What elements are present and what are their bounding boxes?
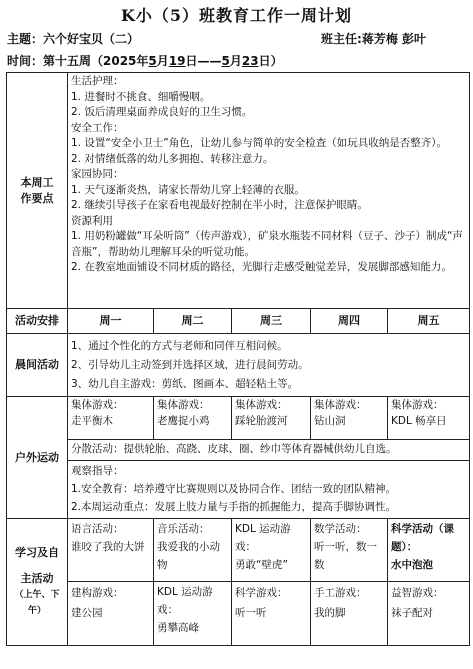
focus-line: 生活护理： — [71, 75, 124, 87]
study-head: 手工游戏： — [314, 587, 367, 599]
schedule-label: 活动安排 — [7, 309, 68, 334]
weekly-plan-table — [6, 72, 470, 646]
outdoor-game-cell — [311, 397, 388, 440]
study-head: 建构游戏： — [71, 587, 124, 599]
focus-line: 1. 设置“安全小卫士”角色，让幼儿参与简单的安全检查（如玩具收纳是否整齐）。 — [71, 137, 447, 149]
focus-line: 家园协同： — [71, 168, 124, 180]
outdoor-game-cell — [68, 397, 154, 440]
study-head: KDL 运动游戏： — [157, 586, 213, 616]
teacher-text: 班主任:蒋芳梅 彭叶 — [321, 32, 426, 46]
time-month2: 5 — [221, 54, 230, 68]
time-m-label1: 月 — [156, 54, 169, 68]
time-m-label2: 月 — [229, 54, 242, 68]
outdoor-game-cell — [232, 397, 311, 440]
outdoor-game-name: 踩轮胎渡河 — [235, 414, 288, 427]
theme-text: 主题：六个好宝贝（二） — [7, 32, 140, 46]
focus-line: 1. 天气逐渐炎热，请家长帮幼儿穿上轻薄的衣服。 — [71, 183, 305, 196]
outdoor-guidance — [68, 461, 470, 519]
focus-line: 2. 在教室地面铺设不同材质的路径，光脚行走感受触觉差异，发展脚部感知能力。 — [71, 261, 452, 273]
time-line — [7, 52, 283, 69]
time-month1: 5 — [148, 54, 157, 68]
study-name: 勇攀高峰 — [157, 622, 199, 634]
outdoor-game-name: KDL 畅享日 — [391, 414, 447, 427]
outdoor-game-head: 集体游戏： — [71, 399, 124, 411]
study-head: 数学活动： — [314, 523, 367, 535]
outdoor-game-name: 走平衡木 — [71, 414, 113, 427]
study-head: 益智游戏： — [391, 587, 444, 599]
page-title: K小（5）班教育工作一周计划 — [120, 6, 353, 25]
study-name: 我爱我的小动物 — [157, 541, 220, 571]
guidance-line: 1.安全教育：培养遵守比赛规则以及协同合作、团结一致的团队精神。 — [71, 483, 397, 495]
focus-line: 1. 进餐时不挑食、细嚼慢咽。 — [71, 90, 211, 103]
day-header: 周五 — [388, 309, 470, 334]
study-name: 听一听，数一数 — [314, 541, 377, 571]
time-day2: 23 — [241, 54, 259, 68]
study-head: KDL 运动游戏： — [235, 523, 291, 553]
day-header: 周二 — [154, 309, 232, 334]
morning-line: 2、引导幼儿主动签到并选择区域，进行晨间劳动。 — [71, 358, 309, 371]
day-header: 周三 — [232, 309, 311, 334]
study-cell — [388, 519, 470, 582]
time-mid: 日—— — [185, 54, 222, 68]
time-day1: 19 — [168, 54, 186, 68]
study-label-sub: （上午、下午） — [14, 590, 60, 616]
morning-line: 1、通过个性化的方式与老师和同伴互相问候。 — [71, 339, 288, 352]
study-cell — [388, 582, 470, 646]
focus-line: 2. 继续引导孩子在家看电视最好控制在半小时，注意保护眼睛。 — [71, 199, 368, 211]
focus-line: 安全工作： — [71, 121, 124, 134]
guidance-line: 2.本周运动重点：发展上肢力量与手指的抓握能力，提高手脚协调性。 — [71, 501, 397, 513]
study-head: 语言活动： — [71, 523, 124, 535]
study-cell — [311, 519, 388, 582]
header-info — [7, 30, 466, 48]
study-name: 勇敢“壁虎” — [235, 559, 288, 571]
time-prefix: 时间：第十五周（2025年 — [7, 54, 149, 68]
study-cell — [232, 582, 311, 646]
study-head: 音乐活动： — [157, 523, 210, 535]
study-cell — [68, 582, 154, 646]
study-name: 水中泡泡 — [391, 559, 433, 571]
guidance-line: 观察指导： — [71, 465, 124, 477]
outdoor-game-name: 老鹰捉小鸡 — [157, 414, 210, 427]
day-header: 周四 — [311, 309, 388, 334]
focus-content — [68, 73, 470, 309]
outdoor-group-activity: 分散活动：提供轮胎、高跷、皮球、圈、纱巾等体育器械供幼儿自选。 — [68, 440, 470, 461]
morning-label: 晨间活动 — [7, 334, 68, 397]
outdoor-game-head: 集体游戏： — [314, 399, 367, 411]
study-name: 听一听 — [235, 607, 267, 619]
study-cell — [311, 582, 388, 646]
study-cell — [154, 582, 232, 646]
focus-label: 本周工作要点 — [7, 73, 68, 309]
study-label-line: 主活动 — [20, 572, 54, 585]
time-end: 日） — [258, 54, 283, 68]
morning-content — [68, 334, 470, 397]
focus-line: 2. 对情绪低落的幼儿多拥抱、转移注意力。 — [71, 152, 274, 165]
study-name: 谁咬了我的大饼 — [71, 541, 145, 553]
outdoor-game-name: 钻山洞 — [314, 414, 346, 427]
focus-line: 2. 饭后清理桌面养成良好的卫生习惯。 — [71, 106, 253, 118]
outdoor-game-head: 集体游戏： — [235, 399, 288, 411]
focus-line: 资源利用 — [71, 214, 113, 227]
study-cell — [154, 519, 232, 582]
focus-line: 1. 用奶粉罐做“耳朵听筒”（传声游戏），矿泉水瓶装不同材料（豆子、沙子）制成“声音瓶”，帮助幼儿理解耳朵的听觉功能。 — [71, 230, 463, 258]
study-label-line: 学习及自 — [15, 546, 59, 559]
morning-line: 3、幼儿自主游戏：剪纸、图画本、超轻粘土等。 — [71, 377, 299, 390]
outdoor-game-head: 集体游戏： — [157, 399, 210, 411]
study-cell — [68, 519, 154, 582]
day-header: 周一 — [68, 309, 154, 334]
study-cell — [232, 519, 311, 582]
outdoor-label: 户外运动 — [7, 397, 68, 519]
outdoor-game-cell — [388, 397, 470, 440]
study-label — [7, 519, 68, 646]
outdoor-game-cell — [154, 397, 232, 440]
outdoor-game-head: 集体游戏： — [391, 399, 444, 411]
study-name: 建公园 — [71, 607, 103, 619]
study-name: 我的脚 — [314, 607, 346, 619]
study-head: 科学游戏： — [235, 587, 288, 599]
study-name: 袜子配对 — [391, 607, 433, 619]
study-head: 科学活动（课题）： — [391, 523, 454, 553]
